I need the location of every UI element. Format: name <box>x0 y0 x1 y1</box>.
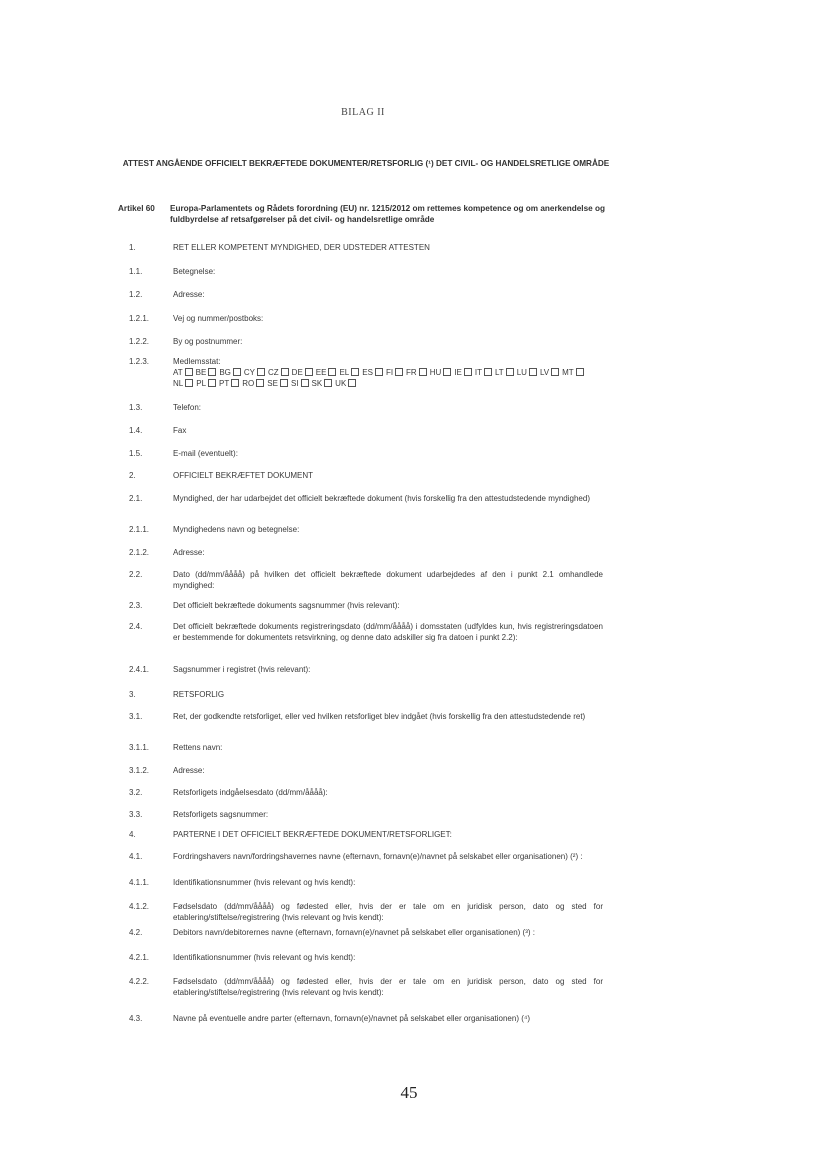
member-state-option[interactable] <box>219 378 239 389</box>
section-number: 2.1. <box>129 494 143 503</box>
member-state-option[interactable] <box>495 367 514 378</box>
checkbox-icon[interactable] <box>576 368 584 376</box>
checkbox-icon[interactable] <box>351 368 359 376</box>
member-state-option[interactable] <box>475 367 492 378</box>
section-text: Adresse: <box>173 548 205 557</box>
member-state-code: IE <box>454 368 462 377</box>
member-state-code: HU <box>429 368 442 377</box>
section-number: 4.2.2. <box>129 977 150 986</box>
section-number: 2.3. <box>129 601 143 610</box>
member-state-option[interactable] <box>244 367 265 378</box>
checkbox-icon[interactable] <box>324 379 332 387</box>
section-text: PARTERNE I DET OFFICIELT BEKRÆFTEDE DOKUMENT/RETSFORLIGET: <box>173 830 452 839</box>
member-state-option[interactable] <box>335 378 356 389</box>
member-state-option[interactable] <box>219 367 241 378</box>
section-number: 4.3. <box>129 1014 143 1023</box>
section-text: Medlemsstat: <box>173 357 221 366</box>
checkbox-icon[interactable] <box>208 368 216 376</box>
member-state-code: EL <box>339 368 350 377</box>
section-text: Identifikationsnummer (hvis relevant og hvis kendt): <box>173 878 356 887</box>
member-state-option[interactable] <box>173 378 193 389</box>
member-state-code: ES <box>362 368 373 377</box>
section-text: Myndighed, der har udarbejdet det officielt bekræftede dokument (hvis forskellig fra den attestudstedende myndighed) <box>173 494 590 503</box>
member-state-code: LU <box>516 368 527 377</box>
section-text: Ret, der godkendte retsforliget, eller ved hvilken retsforliget blev indgået (hvis forskellig fra den attestudstedende ret) <box>173 712 586 721</box>
checkbox-icon[interactable] <box>348 379 356 387</box>
section-number: 1.3. <box>129 403 143 412</box>
checkbox-icon[interactable] <box>233 368 241 376</box>
section-number: 1.4. <box>129 426 143 435</box>
member-state-code: SE <box>267 379 278 388</box>
member-state-code: CY <box>243 368 255 377</box>
section-number: 1.2.3. <box>129 357 150 366</box>
member-state-code: PL <box>196 379 207 388</box>
section-text: Navne på eventuelle andre parter (efternavn, fornavn(e)/navnet på selskabet eller organisationen) (⁴) <box>173 1014 530 1023</box>
section-text: Det officielt bekræftede dokuments sagsnummer (hvis relevant): <box>173 601 400 610</box>
section-text: Sagsnummer i registret (hvis relevant): <box>173 665 311 674</box>
section-number: 3. <box>129 690 136 699</box>
member-state-code: CZ <box>268 368 279 377</box>
member-state-code: RO <box>242 379 255 388</box>
member-state-code: MT <box>562 368 574 377</box>
member-state-code: PT <box>219 379 230 388</box>
member-state-option[interactable] <box>540 367 559 378</box>
checkbox-icon[interactable] <box>185 368 193 376</box>
section-number: 2.1.1. <box>129 525 150 534</box>
checkbox-icon[interactable] <box>328 368 336 376</box>
checkbox-icon[interactable] <box>419 368 427 376</box>
section-text: Myndighedens navn og betegnelse: <box>173 525 300 534</box>
section-number: 4.1.1. <box>129 878 150 887</box>
checkbox-icon[interactable] <box>301 379 309 387</box>
section-number: 3.2. <box>129 788 143 797</box>
member-state-code: BG <box>219 368 231 377</box>
section-text: Vej og nummer/postboks: <box>173 314 264 323</box>
section-text: By og postnummer: <box>173 337 243 346</box>
article-number: Artikel 60 <box>118 204 155 213</box>
member-state-code: UK <box>335 379 347 388</box>
checkbox-icon[interactable] <box>257 368 265 376</box>
section-number: 2.2. <box>129 570 143 579</box>
checkbox-icon[interactable] <box>484 368 492 376</box>
document-title: ATTEST ANGÅENDE OFFICIELT BEKRÆFTEDE DOKUMENTER/RETSFORLIG (¹) DET CIVIL- OG HANDELSRETLIGE OMRÅDE <box>122 159 610 168</box>
member-state-option[interactable] <box>196 378 216 389</box>
member-state-option[interactable] <box>339 367 359 378</box>
section-text: OFFICIELT BEKRÆFTET DOKUMENT <box>173 471 314 480</box>
section-number: 2.4. <box>129 622 143 631</box>
section-text: Fødselsdato (dd/mm/åååå) og fødested eller, hvis der er tale om en juridisk person, dato og sted for etablering/stiftelse/registrering (hvis relevant og hvis kendt): <box>173 902 603 922</box>
member-state-code: DE <box>291 368 303 377</box>
member-state-code: FR <box>406 368 417 377</box>
checkbox-icon[interactable] <box>280 379 288 387</box>
section-text: Telefon: <box>173 403 202 412</box>
member-state-option[interactable] <box>362 367 383 378</box>
section-number: 4. <box>129 830 136 839</box>
member-state-code: SK <box>311 379 323 388</box>
checkbox-icon[interactable] <box>256 379 264 387</box>
section-number: 3.3. <box>129 810 143 819</box>
checkbox-icon[interactable] <box>208 379 216 387</box>
member-state-option[interactable] <box>196 367 217 378</box>
section-text: E-mail (eventuelt): <box>173 449 238 458</box>
checkbox-icon[interactable] <box>529 368 537 376</box>
checkbox-icon[interactable] <box>395 368 403 376</box>
member-state-code: FI <box>385 368 394 377</box>
section-number: 1.2. <box>129 290 143 299</box>
section-text: Dato (dd/mm/åååå) på hvilken det officielt bekræftede dokument udarbejdedes af den i punkt 2.1 omhandlede myndighed: <box>173 570 603 590</box>
section-number: 3.1.2. <box>129 766 150 775</box>
section-text: Fax <box>173 426 187 435</box>
member-state-code: IT <box>474 368 482 377</box>
section-number: 4.2.1. <box>129 953 150 962</box>
member-state-option[interactable] <box>242 378 264 389</box>
member-state-code: EE <box>315 368 327 377</box>
member-state-option[interactable] <box>312 378 333 389</box>
section-text: Det officielt bekræftede dokuments registreringsdato (dd/mm/åååå) i domsstaten (udfyldes kun, hvis registreringsdatoen er bestemmende for dokumentets retsvirkning, og denne dato adskiller sig fra datoen i punkt 2.2): <box>173 622 603 642</box>
member-state-option[interactable] <box>268 367 289 378</box>
member-state-option[interactable] <box>562 367 584 378</box>
section-text: Adresse: <box>173 290 205 299</box>
section-number: 1. <box>129 243 136 252</box>
section-number: 1.1. <box>129 267 143 276</box>
section-number: 1.5. <box>129 449 143 458</box>
section-text: RET ELLER KOMPETENT MYNDIGHED, DER UDSTEDER ATTESTEN <box>173 243 430 252</box>
section-number: 1.2.1. <box>129 314 150 323</box>
member-state-code: SI <box>290 379 299 388</box>
member-state-option[interactable] <box>292 367 313 378</box>
member-state-option[interactable] <box>267 378 288 389</box>
section-number: 3.1.1. <box>129 743 150 752</box>
checkbox-icon[interactable] <box>281 368 289 376</box>
checkbox-icon[interactable] <box>464 368 472 376</box>
checkbox-icon[interactable] <box>231 379 239 387</box>
member-state-option[interactable] <box>517 367 537 378</box>
section-text: Adresse: <box>173 766 205 775</box>
section-text: RETSFORLIG <box>173 690 225 699</box>
member-state-option[interactable] <box>386 367 403 378</box>
section-number: 2. <box>129 471 136 480</box>
member-state-option[interactable] <box>291 378 309 389</box>
checkbox-icon[interactable] <box>305 368 313 376</box>
section-number: 1.2.2. <box>129 337 150 346</box>
section-number: 2.4.1. <box>129 665 150 674</box>
member-state-option[interactable] <box>406 367 427 378</box>
section-text: Retsforligets sagsnummer: <box>173 810 269 819</box>
section-text: Fødselsdato (dd/mm/åååå) og fødested eller, hvis der er tale om en juridisk person, dato og sted for etablering/stiftelse/registrering (hvis relevant og hvis kendt): <box>173 977 603 997</box>
member-state-code: LT <box>494 368 504 377</box>
checkbox-icon[interactable] <box>375 368 383 376</box>
checkbox-icon[interactable] <box>506 368 514 376</box>
section-text: Rettens navn: <box>173 743 223 752</box>
member-state-code: BE <box>195 368 207 377</box>
section-number: 3.1. <box>129 712 143 721</box>
member-state-code: NL <box>173 379 184 388</box>
section-number: 4.2. <box>129 928 143 937</box>
member-state-option[interactable] <box>454 367 472 378</box>
member-state-checkboxes <box>173 367 605 389</box>
section-number: 4.1.2. <box>129 902 150 911</box>
page-number: 45 <box>400 1083 418 1102</box>
checkbox-icon[interactable] <box>185 379 193 387</box>
section-text: Debitors navn/debitorernes navne (efternavn, fornavn(e)/navnet på selskabet eller organisationen) (³) : <box>173 928 535 937</box>
section-number: 4.1. <box>129 852 143 861</box>
section-number: 2.1.2. <box>129 548 150 557</box>
annex-label: BILAG II <box>341 107 385 118</box>
member-state-code: LV <box>539 368 550 377</box>
member-state-option[interactable] <box>316 367 337 378</box>
article-text: Europa-Parlamentets og Rådets forordning (EU) nr. 1215/2012 om rettemes kompetence og om anerkendelse og fuldbyrdelse af retsafgørelser på det civil- og handelsretlige område <box>170 204 605 224</box>
checkbox-icon[interactable] <box>443 368 451 376</box>
section-text: Retsforligets indgåelsesdato (dd/mm/åååå): <box>173 788 328 797</box>
section-text: Fordringshavers navn/fordringshavernes navne (efternavn, fornavn(e)/navnet på selskabet eller organisationen) (²) : <box>173 852 583 861</box>
checkbox-icon[interactable] <box>551 368 559 376</box>
member-state-code: AT <box>173 368 183 377</box>
section-text: Identifikationsnummer (hvis relevant og hvis kendt): <box>173 953 356 962</box>
member-state-option[interactable] <box>173 367 193 378</box>
section-text: Betegnelse: <box>173 267 216 276</box>
member-state-option[interactable] <box>430 367 452 378</box>
